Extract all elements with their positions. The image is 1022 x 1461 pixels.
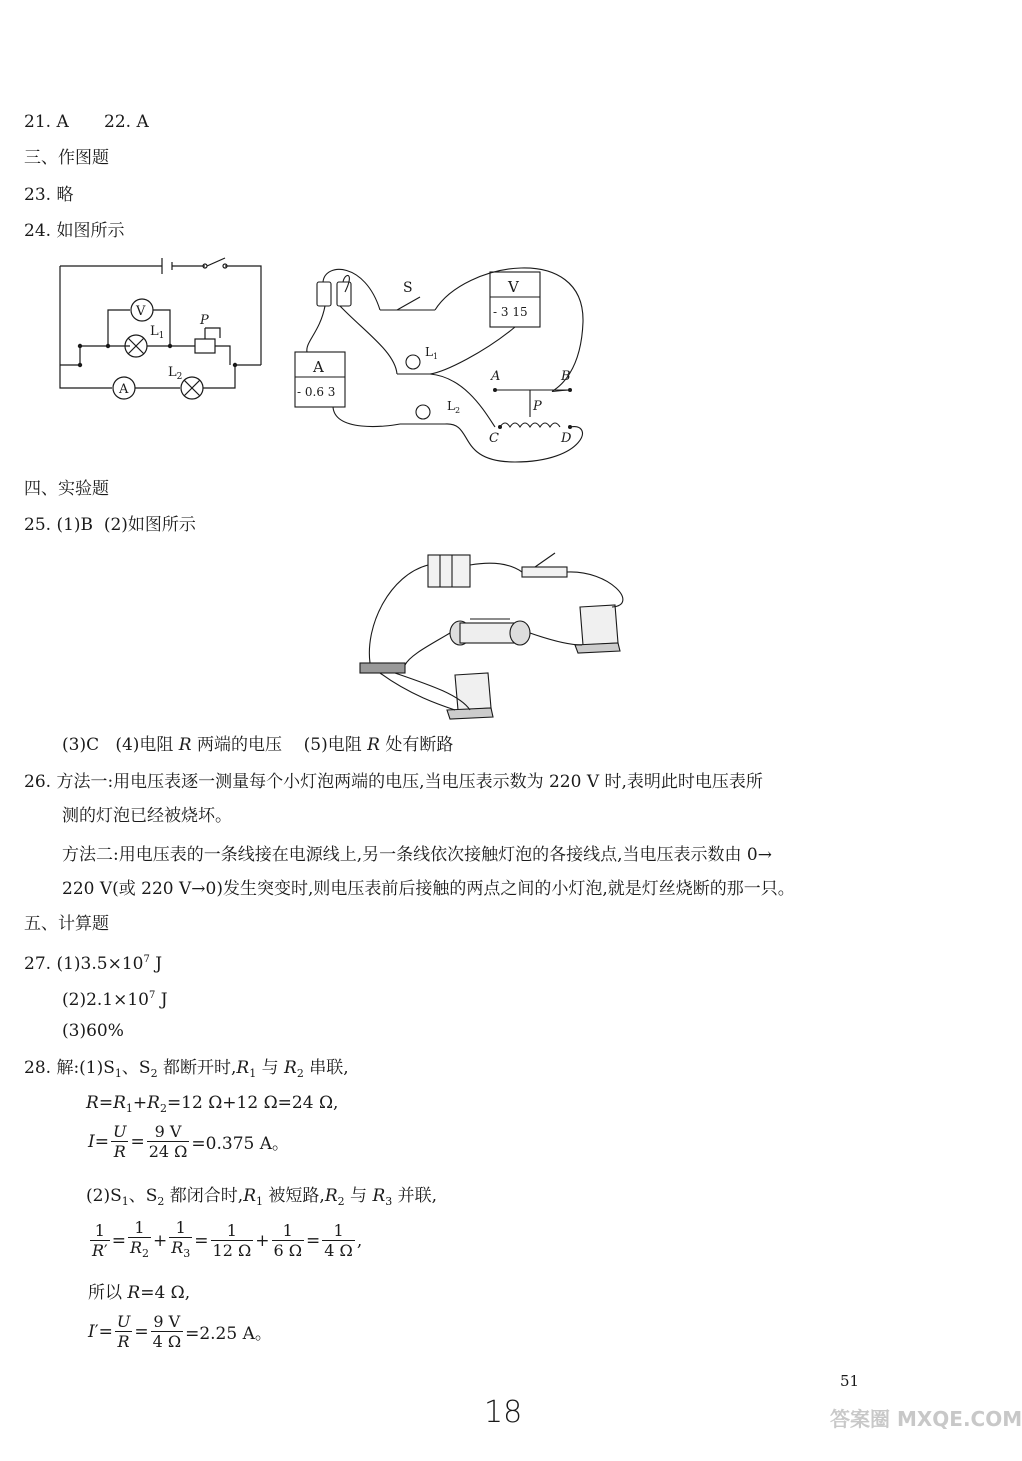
answer-25-tail: (3)C (4)电阻 R 两端的电压 (5)电阻 R 处有断路 — [62, 735, 454, 755]
answer-26-line2: 测的灯泡已经被烧坏。 — [62, 806, 232, 826]
answer-26-line4: 220 V(或 220 V→0)发生突变时,则电压表前后接触的两点之间的小灯泡,就是灯丝烧断的那一只。 — [62, 879, 795, 899]
apparatus-diagram-25 — [350, 545, 640, 720]
answer-21: 21. A — [24, 112, 69, 132]
answer-27-3: (3)60% — [62, 1021, 124, 1041]
section-4-heading: 四、实验题 — [24, 479, 109, 499]
answer-28-eq4: I ′= $\frac{U}{R}$ = $\frac{9 V}{4 \Omega}$ =2.25 A。 — [88, 1312, 272, 1351]
svg-text:D: D — [561, 431, 572, 446]
svg-text:A: A — [491, 369, 501, 384]
section-3-heading: 三、作图题 — [24, 148, 109, 168]
answer-28-so: 所以 R=4 Ω, — [88, 1283, 191, 1303]
watermark-logo: 答案圈 MXQE.COM — [830, 1407, 1022, 1431]
answer-28-part2: $(2)S_1$、$S_2$ 都闭合时$,R_1$ 被短路$,R_2$ 与 $R_3$ 并联, — [86, 1186, 438, 1208]
svg-text:C: C — [489, 431, 499, 446]
svg-text:P: P — [533, 399, 542, 414]
svg-text:L1: $L_1$ — [150, 324, 165, 341]
wiring-diagram-24 — [285, 252, 610, 467]
answer-27-2: $(2)2.1\times 10^7$ J — [62, 990, 168, 1010]
answer-22: 22. A — [104, 112, 149, 132]
answer-28-line1: 28. 解$:(1)S_1$、$S_2$ 都断开时$,R_1$ 与 $R_2$ 串联, — [24, 1058, 349, 1080]
voltmeter-label: V — [136, 304, 146, 319]
answer-25: 25. (1)B (2)如图所示 — [24, 515, 196, 535]
circuit-diagram-24 — [50, 252, 270, 412]
answer-28-eq1: $R=R_1+R_2=12$ Ω+12 Ω=24 Ω, — [86, 1093, 339, 1115]
svg-text:L2: $L_2$ — [168, 365, 183, 382]
svg-text:S: S — [403, 280, 413, 296]
section-5-heading: 五、计算题 — [24, 914, 109, 934]
answer-23: 23. 略 — [24, 185, 74, 205]
answer-28-eq3: $\frac{1}{R'}$ = $\frac{1}{R_2}$ + $\frac{1}{R_3}$ = $\frac{1}{12 \Omega}$ + $\frac{1}{6 \Omega}$ = $\frac{1}{4 \Omega}$ , — [92, 1218, 363, 1260]
svg-text:- 0.6 3: - 0.6 3 — [297, 385, 336, 399]
answer-24: 24. 如图所示 — [24, 221, 125, 241]
svg-text:V: V — [508, 278, 519, 296]
svg-text:P: P — [200, 313, 209, 328]
page-number: 51 — [840, 1372, 860, 1390]
handwritten-number: 18 — [484, 1395, 523, 1430]
answer-26-line3: 方法二:用电压表的一条线接在电源线上,另一条线依次接触灯泡的各接线点,当电压表示数由 0→ — [62, 845, 772, 865]
answer-27-1: 27. $(1)3.5\times 10^7$ J — [24, 954, 163, 974]
svg-text:A: A — [313, 358, 324, 376]
svg-text:- 3 15: - 3 15 — [493, 305, 528, 319]
svg-text:L2: $L_2$ — [447, 399, 461, 415]
svg-text:L1: $L_1$ — [425, 345, 439, 361]
svg-text:B: B — [561, 369, 571, 384]
ammeter-label: A — [119, 382, 129, 397]
answer-26-line1: 26. 方法一:用电压表逐一测量每个小灯泡两端的电压,当电压表示数为 220 V 时,表明此时电压表所 — [24, 772, 763, 792]
answer-28-eq2: I = $\frac{U}{R}$ = $\frac{9 V}{24 \Omega}$ =0.375 A。 — [88, 1122, 290, 1161]
